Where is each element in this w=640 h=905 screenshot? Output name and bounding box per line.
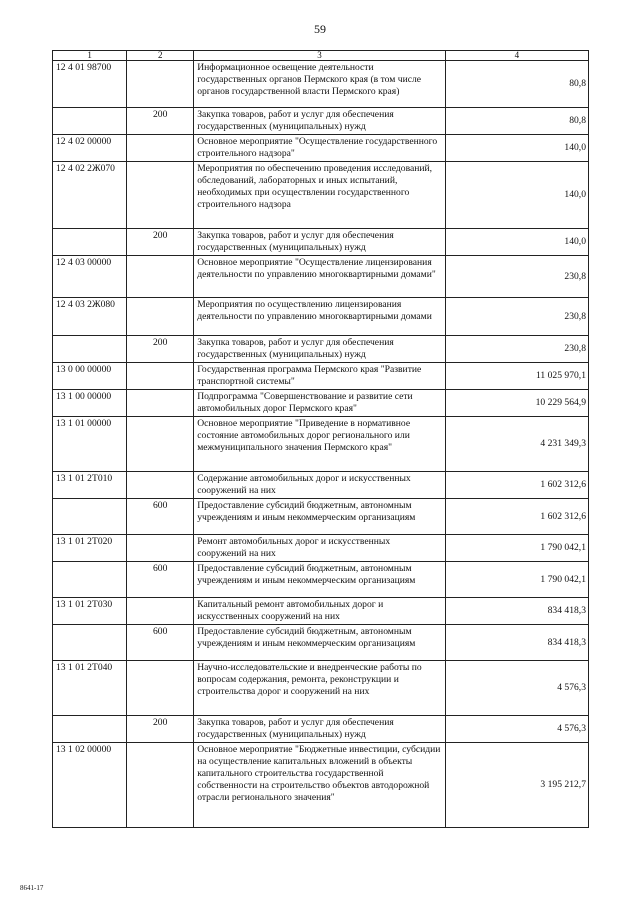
table-row — [53, 229, 589, 256]
description-cell: Информационное освещение деятельности государственных органов Пермского края (в том числе органов государственной власти Пермского края) — [194, 61, 446, 108]
expense-type-cell: 600 — [127, 499, 194, 535]
table-row — [53, 256, 589, 298]
expense-type-cell — [127, 743, 194, 828]
amount-cell: 1 790 042,1 — [445, 535, 588, 562]
code-cell — [53, 336, 127, 363]
expense-type-cell — [127, 135, 194, 162]
expense-type-cell: 200 — [127, 716, 194, 743]
table-row — [53, 472, 589, 499]
table-row — [53, 135, 589, 162]
expense-type-cell: 600 — [127, 625, 194, 661]
description-cell: Основное мероприятие "Осуществление лицензирования деятельности по управлению многоквартирными домами" — [194, 256, 446, 298]
table-row — [53, 61, 589, 108]
description-cell: Основное мероприятие "Приведение в нормативное состояние автомобильных дорог регионального или межмуниципального значения Пермского края" — [194, 417, 446, 472]
expense-type-cell — [127, 363, 194, 390]
budget-table — [52, 50, 589, 828]
code-cell: 13 1 02 00000 — [53, 743, 127, 828]
amount-cell: 834 418,3 — [445, 625, 588, 661]
code-cell: 13 0 00 00000 — [53, 363, 127, 390]
code-cell — [53, 108, 127, 135]
description-cell: Капитальный ремонт автомобильных дорог и искусственных сооружений на них — [194, 598, 446, 625]
expense-type-cell: 200 — [127, 108, 194, 135]
expense-type-cell — [127, 256, 194, 298]
table-row — [53, 535, 589, 562]
description-cell: Мероприятия по осуществлению лицензирования деятельности по управлению многоквартирными домами — [194, 298, 446, 336]
amount-cell: 230,8 — [445, 256, 588, 298]
description-cell: Подпрограмма "Совершенствование и развитие сети автомобильных дорог Пермского края" — [194, 390, 446, 417]
description-cell: Мероприятия по обеспечению проведения исследований, обследований, лабораторных и иных испытаний, необходимых при осуществлении государственного строительного надзора — [194, 162, 446, 229]
amount-cell: 1 790 042,1 — [445, 562, 588, 598]
amount-cell: 1 602 312,6 — [445, 472, 588, 499]
table-row — [53, 743, 589, 828]
code-cell — [53, 229, 127, 256]
description-cell: Закупка товаров, работ и услуг для обеспечения государственных (муниципальных) нужд — [194, 716, 446, 743]
code-cell: 12 4 03 2Ж080 — [53, 298, 127, 336]
column-header-2: 2 — [127, 51, 194, 61]
description-cell: Предоставление субсидий бюджетным, автономным учреждениям и иным некоммерческим организациям — [194, 499, 446, 535]
column-header-4: 4 — [445, 51, 588, 61]
table-row — [53, 162, 589, 229]
code-cell: 13 1 01 2Т020 — [53, 535, 127, 562]
column-header-3: 3 — [194, 51, 446, 61]
code-cell: 13 1 01 00000 — [53, 417, 127, 472]
description-cell: Государственная программа Пермского края "Развитие транспортной системы" — [194, 363, 446, 390]
table-row — [53, 363, 589, 390]
code-cell — [53, 625, 127, 661]
code-cell — [53, 716, 127, 743]
amount-cell: 3 195 212,7 — [445, 743, 588, 828]
description-cell: Закупка товаров, работ и услуг для обеспечения государственных (муниципальных) нужд — [194, 108, 446, 135]
description-cell: Основное мероприятие "Бюджетные инвестиции, субсидии на осуществление капитальных вложений в объекты капитального строительства государственной собственности на строительство объектов автодорожной отрасли регионального значения" — [194, 743, 446, 828]
code-cell: 12 4 03 00000 — [53, 256, 127, 298]
expense-type-cell — [127, 598, 194, 625]
table-row — [53, 625, 589, 661]
table-row — [53, 716, 589, 743]
expense-type-cell — [127, 390, 194, 417]
table-row — [53, 562, 589, 598]
description-cell: Научно-исследовательские и внедренческие работы по вопросам содержания, ремонта, реконструкции и строительства дорог и сооружений на них — [194, 661, 446, 716]
amount-cell: 4 576,3 — [445, 716, 588, 743]
expense-type-cell — [127, 535, 194, 562]
description-cell: Закупка товаров, работ и услуг для обеспечения государственных (муниципальных) нужд — [194, 336, 446, 363]
code-cell: 12 4 02 2Ж070 — [53, 162, 127, 229]
amount-cell: 230,8 — [445, 336, 588, 363]
table-row — [53, 598, 589, 625]
description-cell: Закупка товаров, работ и услуг для обеспечения государственных (муниципальных) нужд — [194, 229, 446, 256]
code-cell: 13 1 00 00000 — [53, 390, 127, 417]
amount-cell: 834 418,3 — [445, 598, 588, 625]
expense-type-cell — [127, 162, 194, 229]
description-cell: Содержание автомобильных дорог и искусственных сооружений на них — [194, 472, 446, 499]
code-cell: 13 1 01 2Т010 — [53, 472, 127, 499]
amount-cell: 4 231 349,3 — [445, 417, 588, 472]
description-cell: Предоставление субсидий бюджетным, автономным учреждениям и иным некоммерческим организациям — [194, 625, 446, 661]
expense-type-cell: 200 — [127, 229, 194, 256]
amount-cell: 1 602 312,6 — [445, 499, 588, 535]
description-cell: Ремонт автомобильных дорог и искусственных сооружений на них — [194, 535, 446, 562]
description-cell: Основное мероприятие "Осуществление государственного строительного надзора" — [194, 135, 446, 162]
code-cell — [53, 499, 127, 535]
amount-cell: 80,8 — [445, 108, 588, 135]
table-header-row — [53, 51, 589, 61]
amount-cell: 140,0 — [445, 229, 588, 256]
expense-type-cell — [127, 61, 194, 108]
table-row — [53, 336, 589, 363]
amount-cell: 10 229 564,9 — [445, 390, 588, 417]
expense-type-cell: 200 — [127, 336, 194, 363]
code-cell: 13 1 01 2Т040 — [53, 661, 127, 716]
expense-type-cell — [127, 417, 194, 472]
amount-cell: 230,8 — [445, 298, 588, 336]
code-cell — [53, 562, 127, 598]
code-cell: 12 4 02 00000 — [53, 135, 127, 162]
column-header-1: 1 — [53, 51, 127, 61]
code-cell: 12 4 01 98700 — [53, 61, 127, 108]
description-cell: Предоставление субсидий бюджетным, автономным учреждениям и иным некоммерческим организациям — [194, 562, 446, 598]
table-row — [53, 108, 589, 135]
table-row — [53, 499, 589, 535]
table-row — [53, 661, 589, 716]
expense-type-cell — [127, 661, 194, 716]
table-row — [53, 417, 589, 472]
expense-type-cell: 600 — [127, 562, 194, 598]
amount-cell: 11 025 970,1 — [445, 363, 588, 390]
amount-cell: 80,8 — [445, 61, 588, 108]
amount-cell: 140,0 — [445, 135, 588, 162]
table-row — [53, 390, 589, 417]
page-number: 59 — [314, 22, 326, 36]
table-row — [53, 298, 589, 336]
document-code: 8641-17 — [20, 884, 44, 892]
expense-type-cell — [127, 472, 194, 499]
expense-type-cell — [127, 298, 194, 336]
amount-cell: 140,0 — [445, 162, 588, 229]
code-cell: 13 1 01 2Т030 — [53, 598, 127, 625]
amount-cell: 4 576,3 — [445, 661, 588, 716]
